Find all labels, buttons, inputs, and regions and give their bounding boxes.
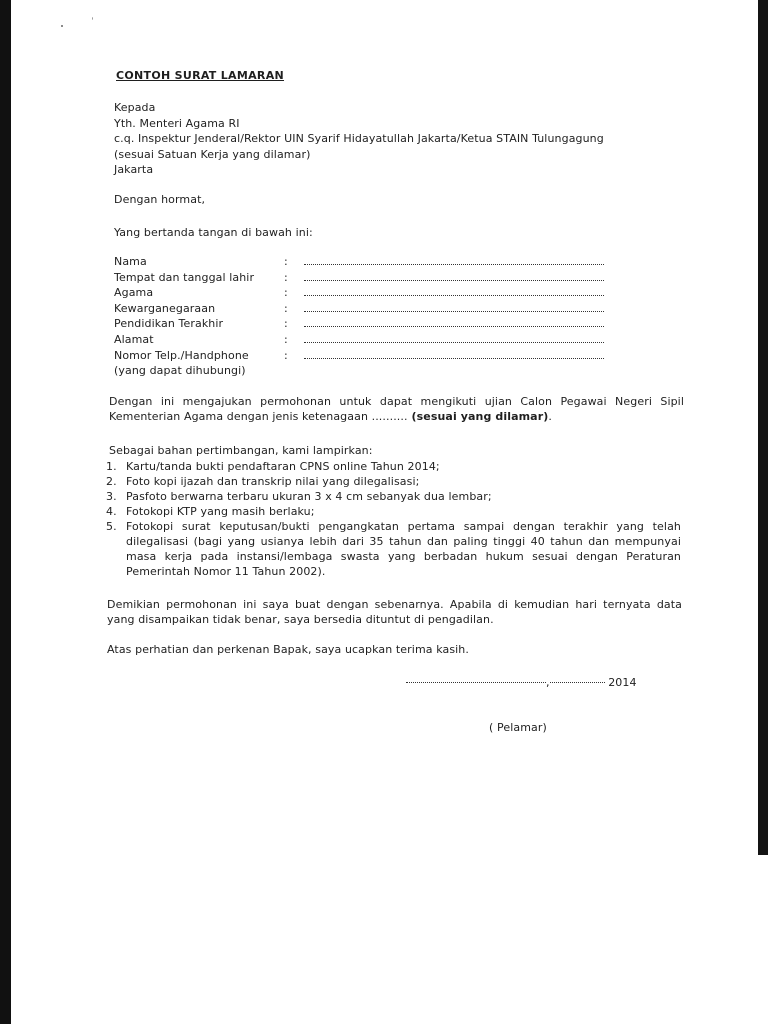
form-blank-line [304,326,604,327]
list-number: 5. [106,520,117,533]
form-label: Agama [114,286,154,300]
list-text: Pasfoto berwarna terbaru ukuran 3 x 4 cm sebanyak dua lembar; [126,490,492,503]
form-row-agama [114,285,614,301]
request-end: . [548,410,552,423]
form-note: (yang dapat dihubungi) [114,364,246,378]
signature-label: ( Pelamar) [489,721,547,734]
address-line: c.q. Inspektur Jenderal/Rektor UIN Syarif Hidayatullah Jakarta/Ketua STAIN Tulungagung [114,132,604,146]
list-item [106,504,681,519]
closing-paragraph: Demikian permohonan ini saya buat dengan sebenarnya. Apabila di kemudian hari ternyata data yang disampaikan tidak benar, saya bersedia dituntut di pengadilan. [107,598,682,626]
form-row-nama [114,254,614,270]
address-line: Kepada [114,101,156,114]
list-number: 1. [106,460,117,473]
form-colon: : [284,348,288,362]
form-row-note [114,363,614,379]
form-blank-line [304,280,604,281]
form-colon: : [284,332,288,346]
form-label: Kewarganegaraan [114,301,216,315]
scan-speck [61,25,63,27]
date-line [406,675,637,690]
date-year: 2014 [604,676,637,689]
list-item [106,459,681,474]
form-colon: : [284,255,288,268]
form-row-alamat [114,332,614,348]
form-colon: : [284,317,288,331]
place-blank [406,682,546,683]
scan-speck [92,17,93,20]
form-blank-line [304,264,604,265]
date-blank [550,682,605,683]
list-number: 3. [106,490,117,503]
list-text: Fotokopi KTP yang masih berlaku; [126,505,315,518]
form-blank-line [304,342,604,343]
address-line: (sesuai Satuan Kerja yang dilamar) [114,147,311,161]
form-blank-line [304,311,604,312]
form-label: Nomor Telp./Handphone [114,348,249,362]
form-blank-line [304,358,604,359]
form-label: Alamat [114,332,154,346]
request-paragraph [109,394,684,424]
thanks-line: Atas perhatian dan perkenan Bapak, saya ucapkan terima kasih. [107,643,469,656]
form-row-pendidikan [114,316,614,332]
list-item [106,519,681,579]
form-blank-line [304,295,604,296]
attachments-intro: Sebagai bahan pertimbangan, kami lampirkan: [109,444,373,457]
letter-title: CONTOH SURAT LAMARAN [116,69,285,82]
form-label: Tempat dan tanggal lahir [114,270,255,284]
list-item [106,474,681,489]
scan-edge-left [0,0,11,1024]
address-line: Yth. Menteri Agama RI [114,116,240,130]
greeting: Dengan hormat, [114,193,206,206]
attachments-list [106,459,681,579]
form-row-telepon [114,348,614,364]
form-label: Nama [114,255,147,268]
request-bold: (sesuai yang dilamar) [407,410,549,423]
scan-edge-right [758,0,768,855]
form-colon: : [284,301,288,315]
list-item [106,489,681,504]
date-comma: , [546,676,550,689]
address-block [114,100,604,178]
request-text: Dengan ini mengajukan permohonan untuk dapat mengikuti ujian Calon Pegawai Negeri Sipil Kementerian Agama dengan jenis ketenagaan .......... [109,395,684,423]
form-label: Pendidikan Terakhir [114,317,224,331]
address-line: Jakarta [114,163,154,177]
form-row-kewarganegaraan [114,301,614,317]
list-text: Fotokopi surat keputusan/bukti pengangkatan pertama sampai dengan terakhir yang telah dilegalisasi (bagi yang usianya lebih dari 35 tahun dan paling tinggi 40 tahun dan mempunyai masa kerja pada instansi/lembaga swasta yang berbadan hukum sesuai dengan Peraturan Pemerintah Nomor 11 Tahun 2002). [126,520,681,578]
list-text: Kartu/tanda bukti pendaftaran CPNS online Tahun 2014; [126,460,440,473]
applicant-form [114,254,614,379]
list-number: 4. [106,505,117,518]
form-colon: : [284,270,288,284]
form-row-ttl [114,270,614,286]
form-colon: : [284,286,288,300]
list-text: Foto kopi ijazah dan transkrip nilai yang dilegalisasi; [126,475,420,488]
list-number: 2. [106,475,117,488]
intro-line: Yang bertanda tangan di bawah ini: [114,226,313,239]
